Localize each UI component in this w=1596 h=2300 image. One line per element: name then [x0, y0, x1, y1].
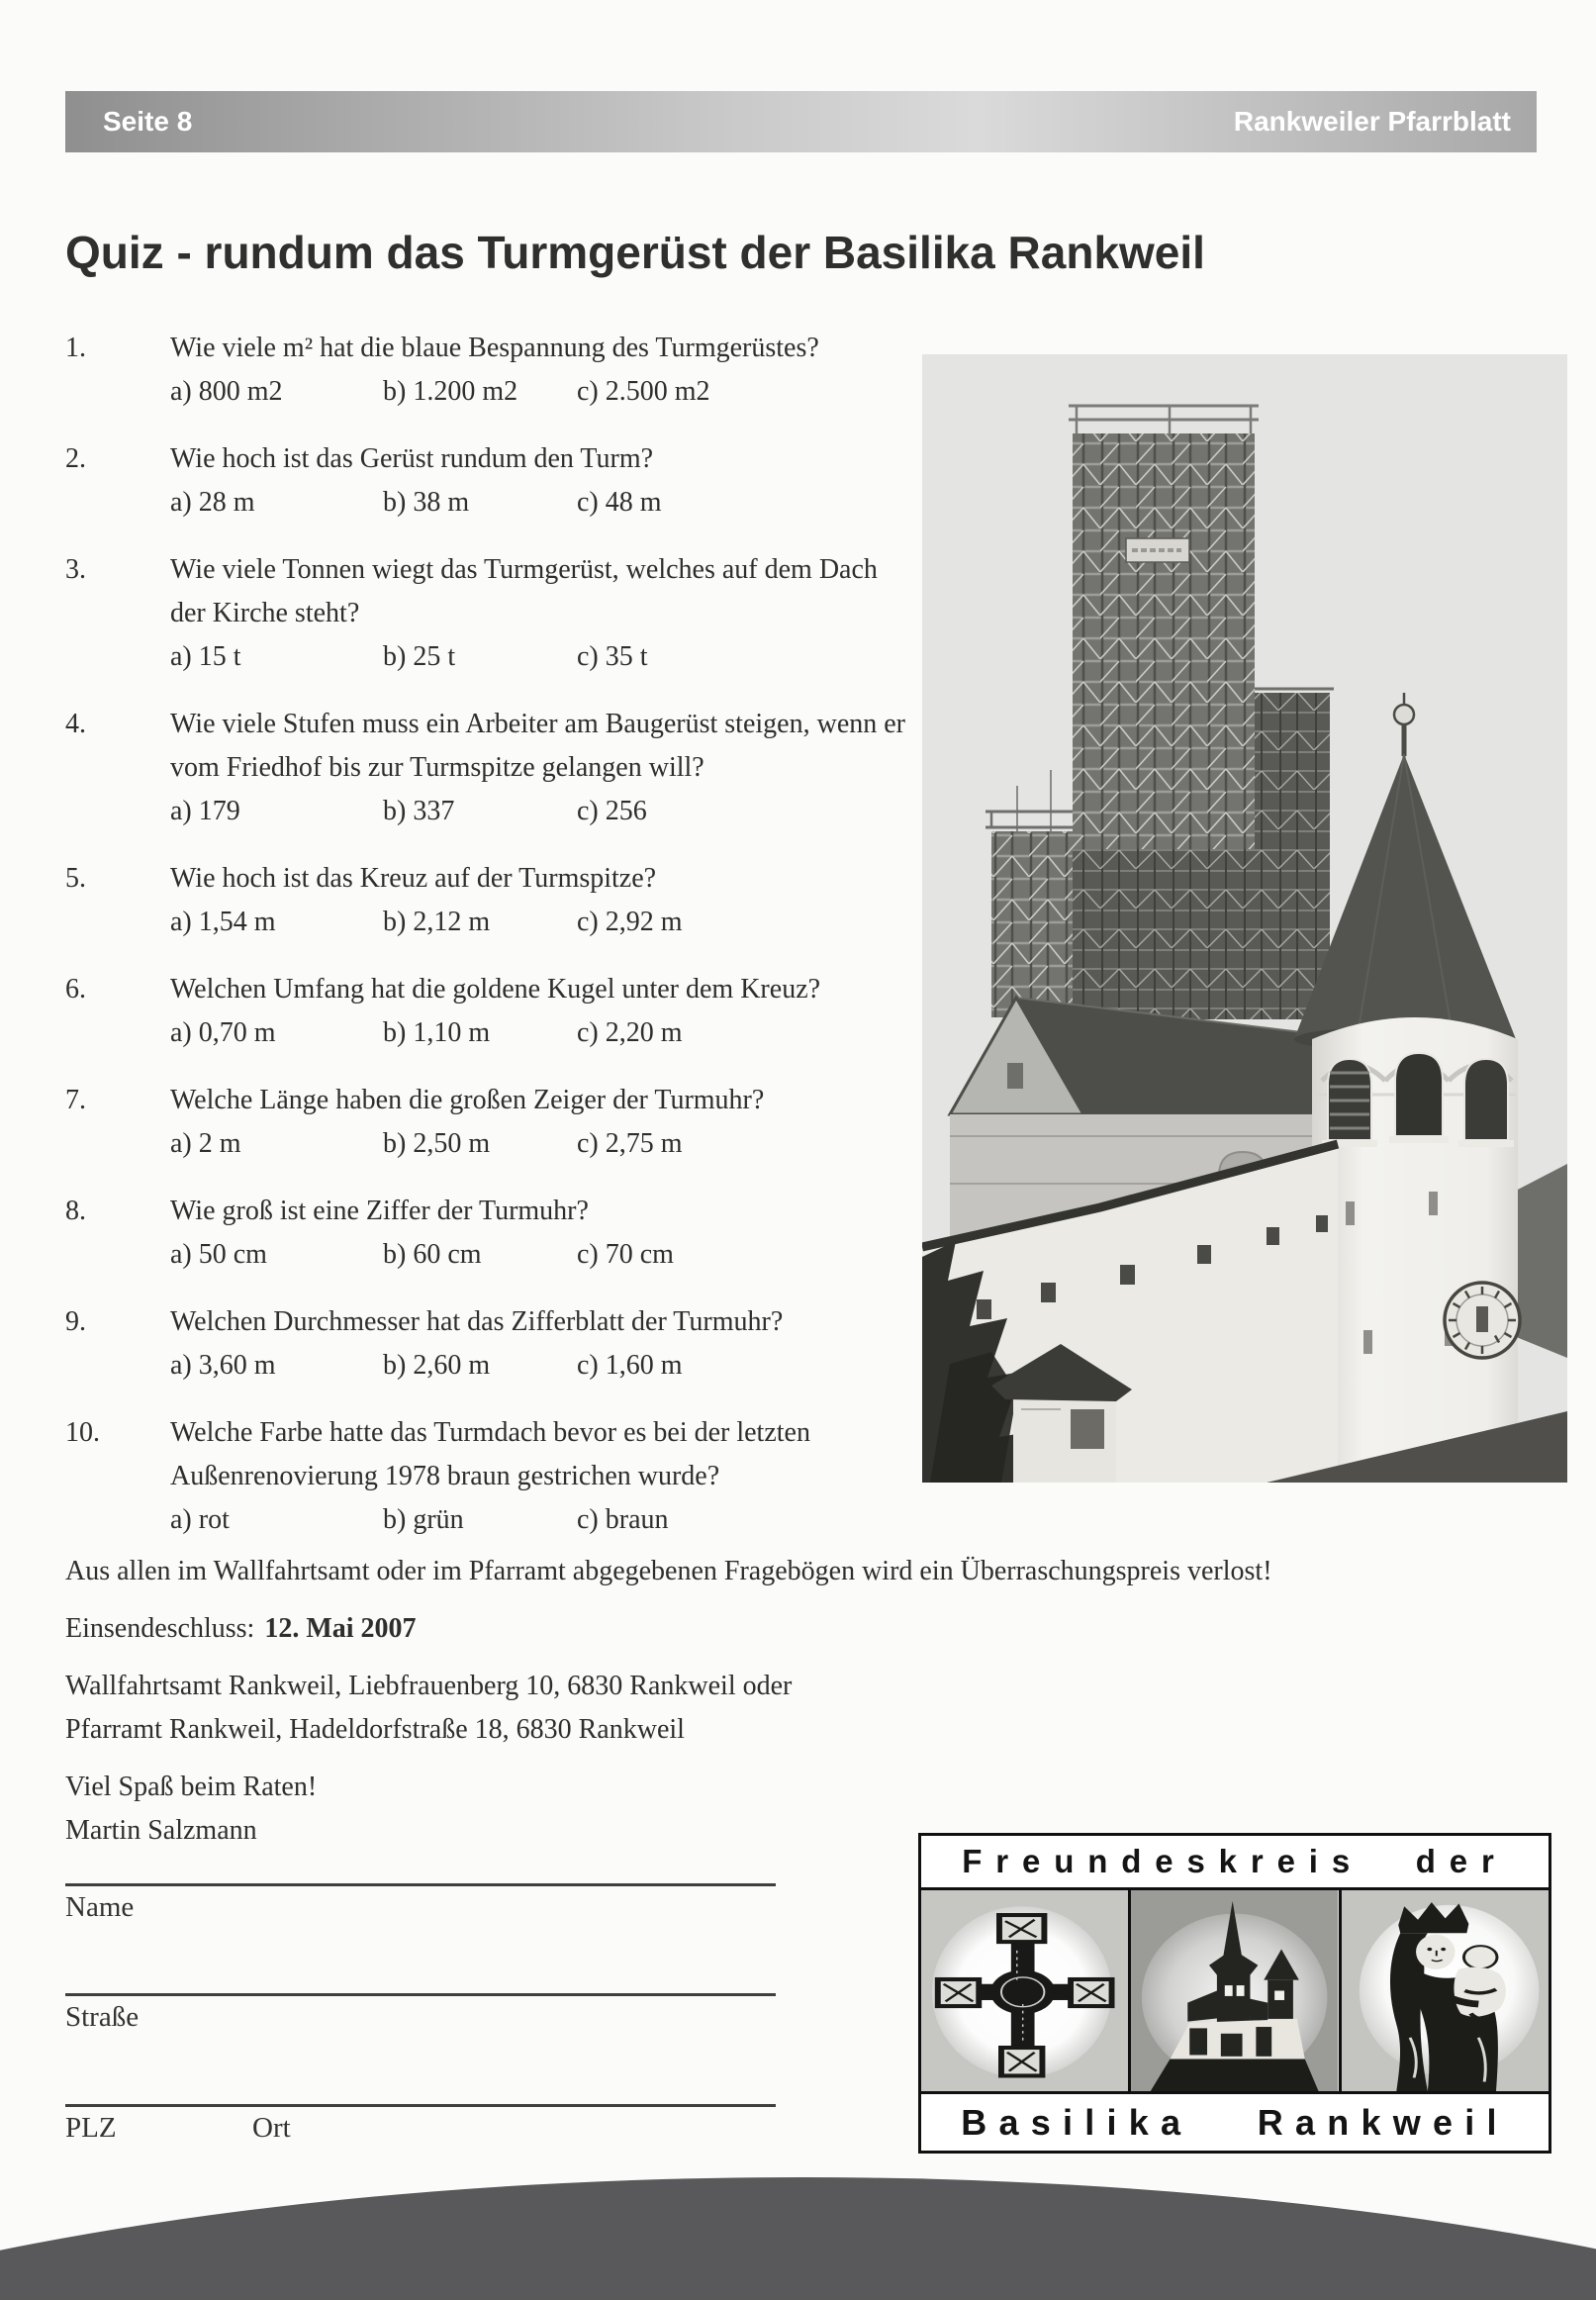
question-text: Wie groß ist eine Ziffer der Turmuhr? [170, 1196, 589, 1226]
answer-option-a: a) 15 t [170, 641, 241, 672]
answer-option-b: b) 2,12 m [383, 907, 491, 937]
page-header-bar [65, 91, 1537, 152]
deadline-line [65, 1607, 1530, 1651]
tower-clock [1445, 1283, 1520, 1358]
question-text: Wie hoch ist das Kreuz auf der Turmspitze? [170, 863, 657, 894]
logo-image-strip [921, 1890, 1549, 2091]
answer-option-b: b) 60 cm [383, 1239, 482, 1270]
deadline-label: Einsendeschluss: [65, 1613, 255, 1644]
quiz-question-2 [65, 437, 912, 525]
raffle-note: Aus allen im Wallfahrtsamt oder im Pfarramt abgegebenen Fragebögen wird ein Überraschungspreis verlost! [65, 1556, 1272, 1586]
masthead: Rankweiler Pfarrblatt [1233, 106, 1511, 137]
answer-option-b: b) 1,10 m [383, 1017, 491, 1048]
answer-option-b: b) grün [383, 1504, 464, 1535]
street-label: Straße [65, 2001, 140, 2033]
question-text: Wie hoch ist das Gerüst rundum den Turm? [170, 443, 654, 474]
name-label: Name [65, 1891, 135, 1923]
quiz-question-3 [65, 548, 912, 679]
question-text: Welchen Umfang hat die goldene Kugel unter dem Kreuz? [170, 974, 821, 1005]
answer-option-a: a) 50 cm [170, 1239, 267, 1270]
quiz-question-8 [65, 1190, 912, 1277]
answer-option-a: a) rot [170, 1504, 230, 1535]
question-number: 7. [65, 1085, 86, 1115]
deadline-date: 12. Mai 2007 [264, 1613, 417, 1644]
question-text: Welche Farbe hatte das Turmdach bevor es bei der letzten Außenrenovierung 1978 braun gestrichen wurde? [170, 1417, 810, 1491]
question-number: 4. [65, 709, 86, 739]
logo-bottom-line: Basilika Rankweil [921, 2091, 1549, 2151]
answer-option-a: a) 3,60 m [170, 1350, 276, 1381]
page-number: Seite 8 [103, 106, 193, 137]
answer-option-a: a) 0,70 m [170, 1017, 276, 1048]
answer-option-c: c) 2,92 m [577, 907, 683, 937]
address-line-1: Wallfahrtsamt Rankweil, Liebfrauenberg 10, 6830 Rankweil oder [65, 1671, 793, 1701]
answer-option-c: c) 2,20 m [577, 1017, 683, 1048]
answer-option-c: c) 48 m [577, 487, 662, 518]
quiz-question-7 [65, 1079, 912, 1166]
answer-option-a: a) 1,54 m [170, 907, 276, 937]
answer-option-a: a) 28 m [170, 487, 255, 518]
answer-option-b: b) 1.200 m2 [383, 376, 518, 407]
plz-label: PLZ [65, 2112, 117, 2144]
question-number: 9. [65, 1306, 86, 1337]
answer-option-c: c) 256 [577, 796, 647, 826]
question-number: 5. [65, 863, 86, 894]
answer-option-b: b) 2,50 m [383, 1128, 491, 1159]
signature: Martin Salzmann [65, 1815, 257, 1846]
madonna-and-child-icon [1339, 1890, 1549, 2091]
tower-photo-illustration [922, 354, 1567, 1483]
cross-icon [921, 1890, 1128, 2091]
answer-option-b: b) 337 [383, 796, 455, 826]
answer-option-c: c) braun [577, 1504, 669, 1535]
question-number: 1. [65, 333, 86, 363]
answer-option-a: a) 179 [170, 796, 240, 826]
answer-option-c: c) 1,60 m [577, 1350, 683, 1381]
answer-option-c: c) 2.500 m2 [577, 376, 710, 407]
submission-addresses [65, 1665, 1530, 1752]
plz-ort-entry-line [65, 2104, 776, 2107]
question-text: Wie viele Stufen muss ein Arbeiter am Baugerüst steigen, wenn er vom Friedhof bis zur Turmspitze gelangen will? [170, 709, 905, 783]
address-line-2: Pfarramt Rankweil, Hadeldorfstraße 18, 6830 Rankweil [65, 1714, 685, 1745]
footer-notes [65, 1550, 1530, 1853]
answer-option-a: a) 800 m2 [170, 376, 283, 407]
basilica-icon [1128, 1890, 1338, 2091]
footer-arc-graphic [0, 2177, 1596, 2300]
answer-option-c: c) 35 t [577, 641, 648, 672]
quiz-question-4 [65, 703, 912, 833]
street-entry-line [65, 1993, 776, 1996]
answer-option-b: b) 38 m [383, 487, 470, 518]
quiz-question-1 [65, 327, 912, 414]
answer-option-c: c) 2,75 m [577, 1128, 683, 1159]
ort-label: Ort [252, 2112, 291, 2144]
answer-option-b: b) 2,60 m [383, 1350, 491, 1381]
question-number: 2. [65, 443, 86, 474]
quiz-question-6 [65, 968, 912, 1055]
quiz-question-10 [65, 1411, 912, 1542]
question-text: Welchen Durchmesser hat das Zifferblatt der Turmuhr? [170, 1306, 784, 1337]
question-text: Welche Länge haben die großen Zeiger der Turmuhr? [170, 1085, 765, 1115]
question-text: Wie viele m² hat die blaue Bespannung des Turmgerüstes? [170, 333, 819, 363]
quiz-question-9 [65, 1300, 912, 1388]
tower-finial-ball [1394, 705, 1414, 724]
name-entry-line [65, 1883, 776, 1886]
page-title: Quiz - rundum das Turmgerüst der Basilika Rankweil [65, 227, 1205, 278]
answer-option-a: a) 2 m [170, 1128, 241, 1159]
question-number: 10. [65, 1417, 100, 1448]
tower-scaffolding-photo [922, 354, 1567, 1483]
answer-option-c: c) 70 cm [577, 1239, 674, 1270]
answer-option-b: b) 25 t [383, 641, 456, 672]
closing-text: Viel Spaß beim Raten! [65, 1772, 318, 1802]
question-number: 8. [65, 1196, 86, 1226]
question-number: 3. [65, 554, 86, 585]
quiz-question-5 [65, 857, 912, 944]
question-number: 6. [65, 974, 86, 1005]
logo-top-line: Freundeskreis der [921, 1836, 1549, 1890]
quiz-question-list [65, 327, 912, 1566]
question-text: Wie viele Tonnen wiegt das Turmgerüst, welches auf dem Dach der Kirche steht? [170, 554, 878, 628]
freundeskreis-logo-box [918, 1833, 1551, 2154]
